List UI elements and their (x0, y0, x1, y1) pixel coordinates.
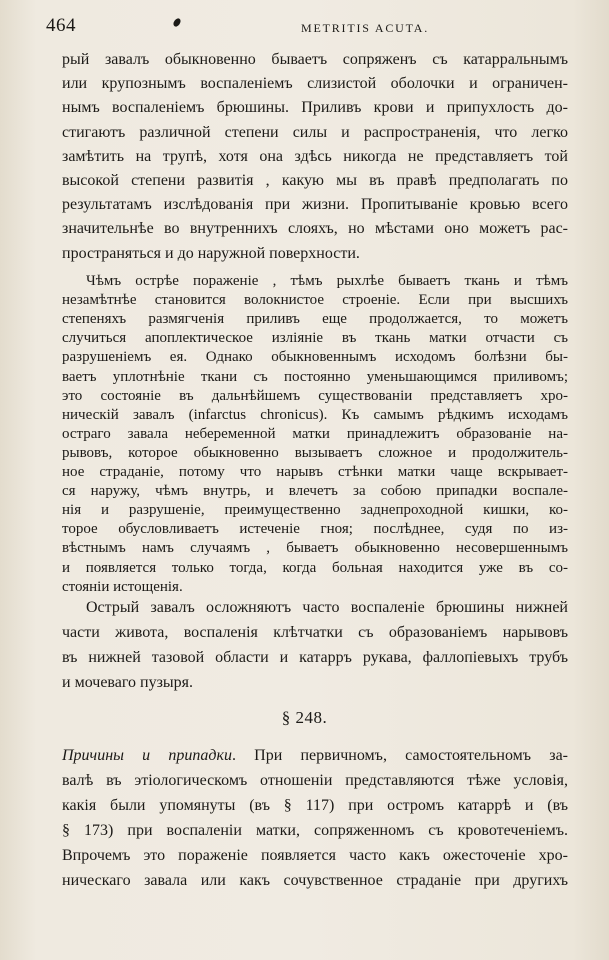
text-line: Впрочемъ это пораженіе появляется часто какъ ожесточеніе хро- (62, 847, 568, 864)
lead-rest: . При первичномъ, самостоятельномъ за- (231, 747, 568, 764)
text-line: вѣстнымъ намъ случаямъ , бываетъ обыкновенно несовершеннымъ (62, 540, 568, 557)
text-line: въ нижней тазовой области и катарръ рукава, фаллопіевыхъ трубъ (62, 649, 568, 666)
text-line: значительнѣе во внутреннихъ слояхъ, но мѣстами оно можетъ рас- (62, 220, 568, 238)
text-line: рывовъ, которое обыкновенно вызываетъ сложное и продолжитель- (62, 444, 568, 461)
text-line: торое обусловливаетъ истеченіе гноя; послѣднее, судя по из- (62, 521, 568, 538)
text-line: Острый завалъ осложняютъ часто воспаленіе брюшины нижней (86, 599, 568, 616)
text-line: и мочеваго пузыря. (62, 674, 194, 691)
text-line: результатамъ изслѣдованія при жизни. Пропитываніе кровью всего (62, 196, 568, 214)
text-line: рый завалъ обыкновенно бываетъ сопряженъ съ катарральнымъ (62, 51, 568, 68)
text-line: незамѣтнѣе становится волокнистое строеніе. Если при высшихъ (62, 292, 568, 309)
text-line: ническаго завала или какъ сочувственное страданіе при другихъ (62, 872, 568, 889)
text-line: ное страданіе, потому что нарывъ стѣнки матки чаще вскрывает- (62, 464, 568, 480)
text-line: нымъ воспаленіемъ брюшины. Приливъ крови и припухлость до- (62, 99, 568, 117)
text-line: ваетъ уплотнѣніе ткани съ постоянно уменьшающимся приливомъ; (62, 368, 568, 385)
text-line: остраго завала небеременной матки принадлежитъ образованіе на- (62, 425, 568, 442)
text-line: и появляется только тогда, когда больная находится уже въ со- (62, 559, 568, 576)
section-heading: § 248. (281, 708, 328, 727)
text-line: разрушеніемъ ея. Однако обыкновеннымъ исходомъ болѣзни бы- (62, 349, 568, 366)
text-line: пространяться и до наружной поверхности. (62, 244, 360, 262)
page-number: 464 (46, 15, 76, 36)
text-line: валѣ въ этіологическомъ отношеніи представляются тѣже условія, (62, 772, 568, 789)
text-line: случиться апоплектическое изліяніе въ ткань матки отчасти съ (62, 330, 568, 347)
text-line: нія и разрушеніе, преимущественно заднепроходной кишки, ко- (62, 502, 568, 519)
text-line: это состояніе въ дальнѣйшемъ существованіи представляетъ хро- (62, 387, 568, 404)
text-line: замѣтить на трупѣ, хотя она здѣсь никогда не представляетъ той (62, 147, 568, 165)
text-line-lead (62, 744, 568, 768)
text-line: или крупознымъ воспаленіемъ слизистой оболочки и ограничен- (62, 75, 568, 93)
lead-italic: Причины и припадки (62, 747, 232, 764)
text-line: степеняхъ размягченія приливъ еще продолжается, то можетъ (62, 311, 568, 328)
text-line: ническій завалъ (infarctus chronicus). Къ самымъ рѣдкимъ исходамъ (62, 406, 568, 423)
text-line: части живота, воспаленія клѣтчатки съ образованіемъ нарывовъ (62, 624, 568, 641)
text-line: какія были упомянуты (въ § 117) при остромъ катаррѣ и (въ (62, 797, 568, 814)
text-line: стояніи истощенія. (62, 578, 183, 595)
text-line: Чѣмъ острѣе пораженіе , тѣмъ рыхлѣе бываетъ ткань и тѣмъ (86, 273, 568, 289)
text-line: ся наружу, чѣмъ внутрь, и влечетъ за собою припадки воспале- (62, 483, 568, 500)
text-line: высокой степени развитія , какую мы въ правѣ предполагать по (62, 172, 568, 189)
text-line: стигаютъ различной степени силы и распространенія, что легко (62, 123, 568, 141)
running-title: METRITIS ACUTA. (301, 21, 430, 35)
text-line: § 173) при воспаленіи матки, сопряженномъ съ кровотеченіемъ. (62, 822, 568, 839)
